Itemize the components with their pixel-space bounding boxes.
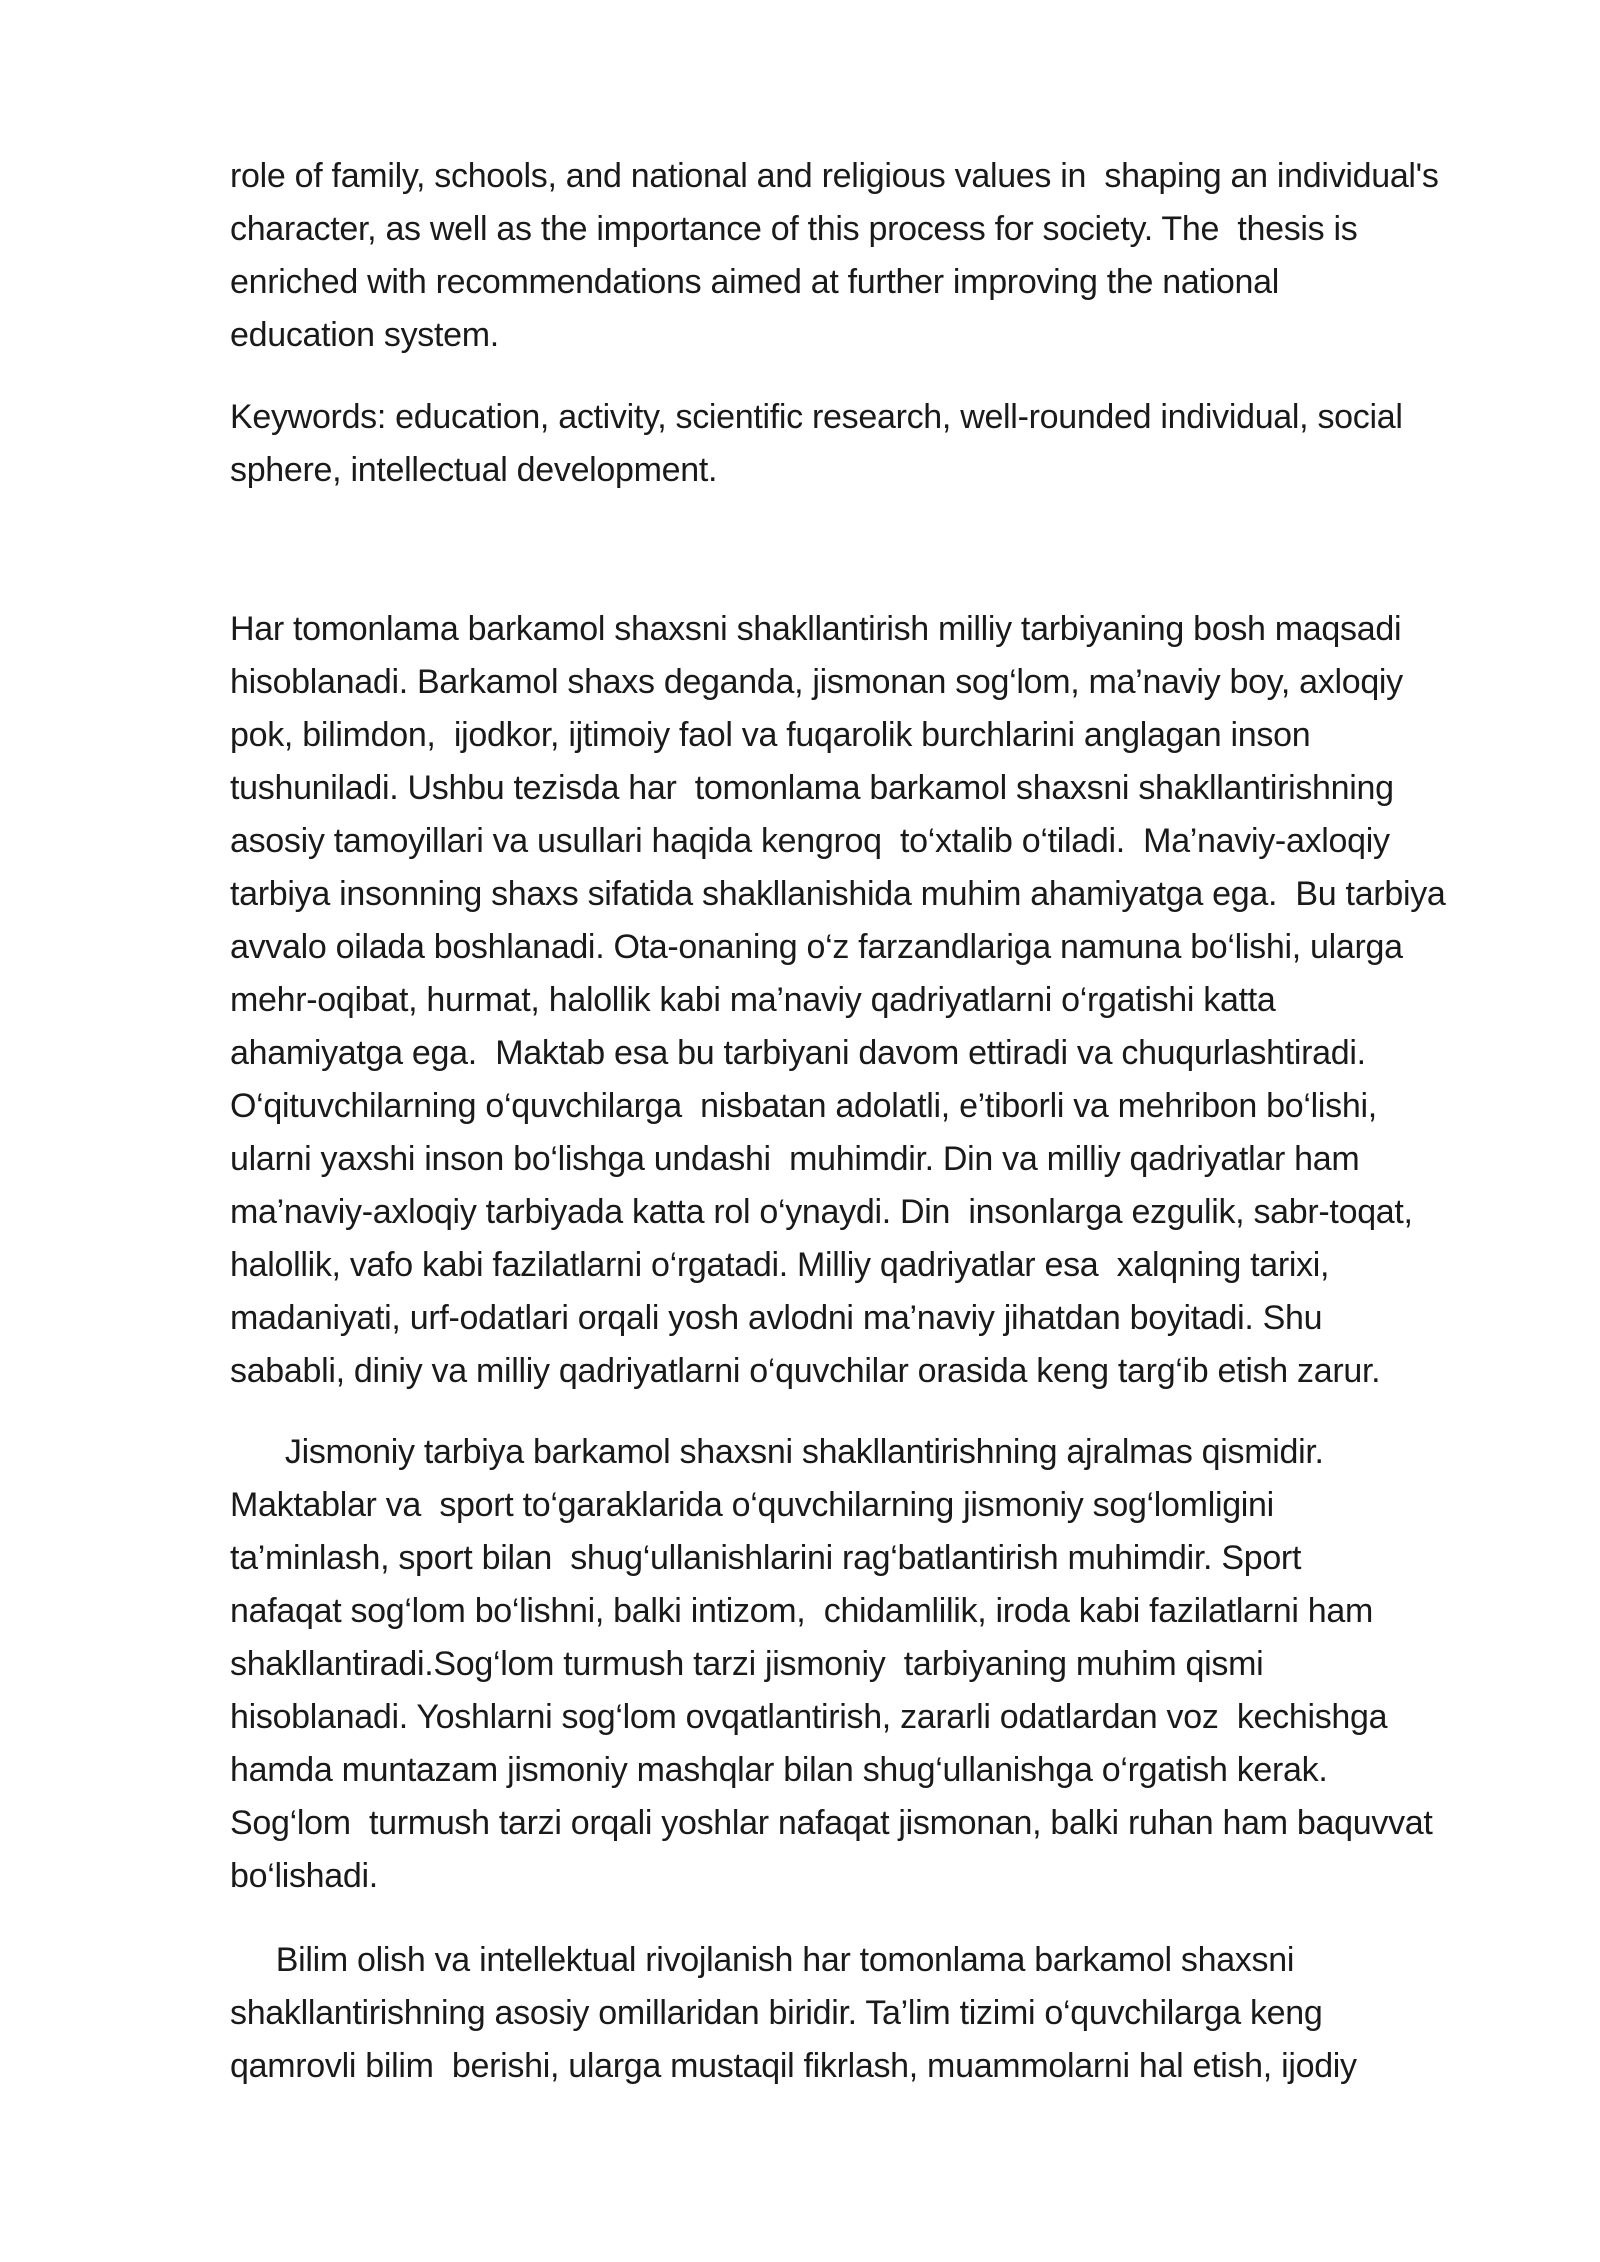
text-line: sphere, intellectual development. [230, 451, 718, 489]
text-line: mehr-oqibat, hurmat, halollik kabi ma’naviy qadriyatlarni o‘rgatishi katta [230, 981, 1276, 1019]
text-line: Maktablar va sport to‘garaklarida o‘quvchilarning jismoniy sog‘lomligini [230, 1486, 1274, 1524]
text-line: Bilim olish va intellektual rivojlanish har tomonlama barkamol shaxsni [230, 1941, 1295, 1979]
text-line: hamda muntazam jismoniy mashqlar bilan shug‘ullanishga o‘rgatish kerak. [230, 1751, 1328, 1789]
keywords-text [230, 391, 1520, 497]
text-line: bo‘lishadi. [230, 1857, 378, 1895]
text-line: halollik, vafo kabi fazilatlarni o‘rgatadi. Milliy qadriyatlar esa xalqning tarixi, [230, 1246, 1330, 1284]
text-line: nafaqat sog‘lom bo‘lishni, balki intizom, chidamlilik, iroda kabi fazilatlarni ham [230, 1592, 1373, 1630]
text-line: avvalo oilada boshlanadi. Ota-onaning o‘z farzandlariga namuna bo‘lishi, ularga [230, 928, 1403, 966]
text-line: shakllantiradi.Sog‘lom turmush tarzi jismoniy tarbiyaning muhim qismi [230, 1645, 1264, 1683]
text-line: ma’naviy-axloqiy tarbiyada katta rol o‘ynaydi. Din insonlarga ezgulik, sabr-toqat, [230, 1193, 1413, 1231]
text-line: madaniyati, urf-odatlari orqali yosh avlodni ma’naviy jihatdan boyitadi. Shu [230, 1299, 1323, 1337]
text-line: pok, bilimdon, ijodkor, ijtimoiy faol va fuqarolik burchlarini anglagan inson [230, 716, 1311, 754]
text-line: sababli, diniy va milliy qadriyatlarni o‘quvchilar orasida keng targ‘ib etish zarur. [230, 1352, 1381, 1390]
text-line: Har tomonlama barkamol shaxsni shakllantirish milliy tarbiyaning bosh maqsadi [230, 610, 1402, 648]
text-line: tarbiya insonning shaxs sifatida shakllanishida muhim ahamiyatga ega. Bu tarbiya [230, 875, 1446, 913]
text-line: ahamiyatga ega. Maktab esa bu tarbiyani davom ettiradi va chuqurlashtiradi. [230, 1034, 1366, 1072]
text-line: tushuniladi. Ushbu tezisda har tomonlama barkamol shaxsni shakllantirishning [230, 769, 1394, 807]
text-line: O‘qituvchilarning o‘quvchilarga nisbatan adolatli, e’tiborli va mehribon bo‘lishi, [230, 1087, 1377, 1125]
abstract-text [230, 150, 1520, 362]
text-line: qamrovli bilim berishi, ularga mustaqil fikrlash, muammolarni hal etish, ijodiy [230, 2047, 1357, 2085]
text-line: character, as well as the importance of this process for society. The thesis is [230, 210, 1358, 248]
text-line: asosiy tamoyillari va usullari haqida kengroq to‘xtalib o‘tiladi. Ma’naviy-axloqiy [230, 822, 1390, 860]
text-line: hisoblanadi. Barkamol shaxs deganda, jismonan sog‘lom, ma’naviy boy, axloqiy [230, 663, 1403, 701]
paragraph-intellectual-development [230, 1934, 1520, 2093]
text-line: role of family, schools, and national and religious values in shaping an individual's [230, 157, 1439, 195]
paragraph-moral-education [230, 603, 1520, 1398]
text-line: enriched with recommendations aimed at further improving the national [230, 263, 1279, 301]
text-line: Jismoniy tarbiya barkamol shaxsni shakllantirishning ajralmas qismidir. [230, 1433, 1324, 1471]
text-line: shakllantirishning asosiy omillaridan biridir. Ta’lim tizimi o‘quvchilarga keng [230, 1994, 1323, 2032]
paragraph-physical-education [230, 1426, 1520, 1903]
text-line: education system. [230, 316, 499, 354]
text-line: ularni yaxshi inson bo‘lishga undashi muhimdir. Din va milliy qadriyatlar ham [230, 1140, 1360, 1178]
text-line: hisoblanadi. Yoshlarni sog‘lom ovqatlantirish, zararli odatlardan voz kechishga [230, 1698, 1388, 1736]
text-line: Sog‘lom turmush tarzi orqali yoshlar nafaqat jismonan, balki ruhan ham baquvvat [230, 1804, 1433, 1842]
text-line: Keywords: education, activity, scientific research, well-rounded individual, social [230, 398, 1403, 436]
text-line: ta’minlash, sport bilan shug‘ullanishlarini rag‘batlantirish muhimdir. Sport [230, 1539, 1302, 1577]
